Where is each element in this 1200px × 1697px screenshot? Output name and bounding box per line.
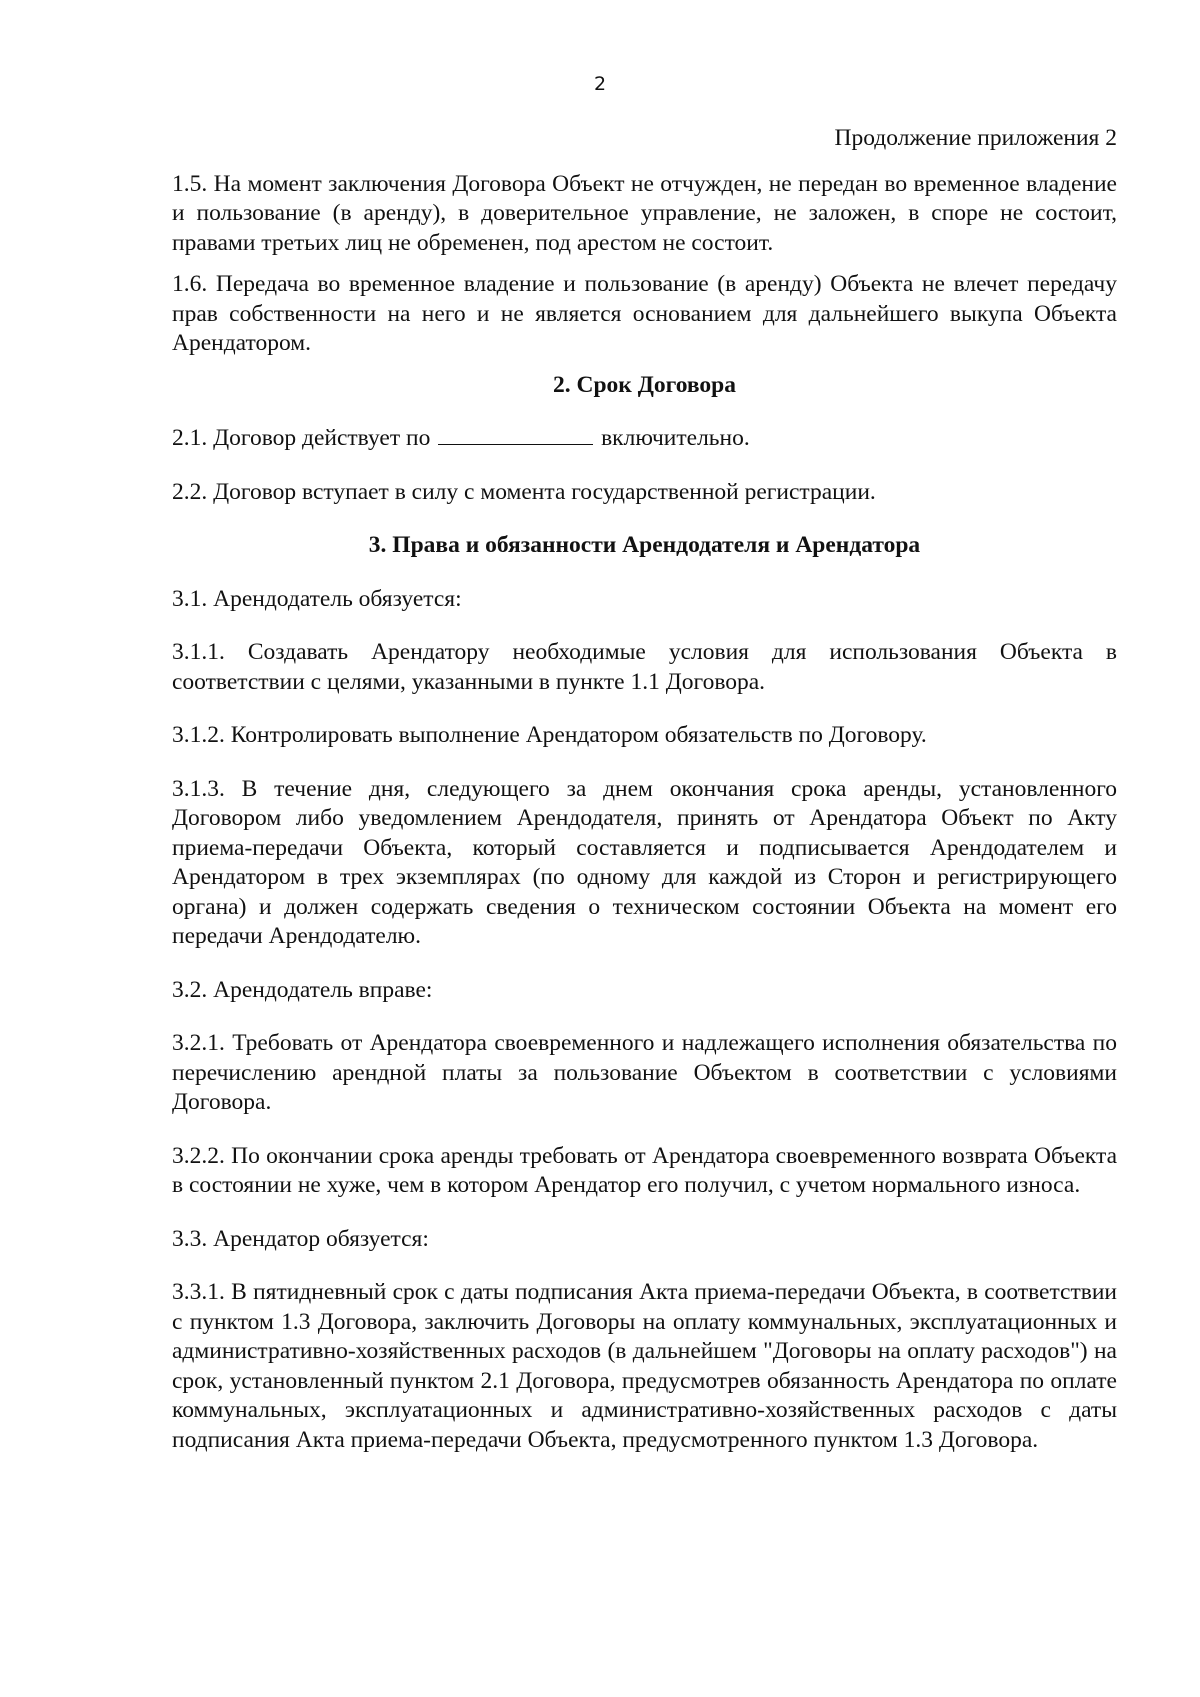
clause-3-3-1: 3.3.1. В пятидневный срок с даты подписания Акта приема-передачи Объекта, в соответствии с пунктом 1.3 Договора, заключить Договоры на оплату коммунальных, эксплуатационных и административно-хозяйственных расходов (в дальнейшем "Договоры на оплату расходов") на срок, установленный пунктом 2.1 Договора, предусмотрев обязанность Арендатора по оплате коммунальных, эксплуатационных и административно-хозяйственных расходов с даты подписания Акта приема-передачи Объекта, предусмотренного пунктом 1.3 Договора.	[172, 1279, 1117, 1453]
date-blank-line	[438, 424, 593, 445]
clause-2-1	[172, 424, 1117, 454]
clause-3-2-1: 3.2.1. Требовать от Арендатора своевременного и надлежащего исполнения обязательства по перечислению арендной платы за пользование Объектом в соответствии с условиями Договора.	[172, 1030, 1117, 1115]
section-3-heading: 3. Права и обязанности Арендодателя и Арендатора	[368, 532, 921, 558]
clause-3-2: 3.2. Арендодатель вправе:	[172, 976, 433, 1003]
clause-3-3: 3.3. Арендатор обязуется:	[172, 1225, 429, 1252]
clause-2-1-text-after: включительно.	[601, 425, 750, 451]
clause-3-1: 3.1. Арендодатель обязуется:	[172, 585, 462, 612]
page-number: 2	[593, 73, 607, 95]
clause-2-1-text-before: 2.1. Договор действует по	[172, 425, 431, 451]
clause-1-5: 1.5. На момент заключения Договора Объект не отчужден, не передан во временное владение и пользование (в аренду), в доверительное управление, не заложен, в споре не состоит, правами третьих лиц не обременен, под арестом не состоит.	[172, 170, 1117, 256]
section-2-heading: 2. Срок Договора	[553, 371, 736, 398]
clause-3-1-2: 3.1.2. Контролировать выполнение Арендатором обязательств по Договору.	[172, 722, 927, 748]
clause-3-1-3: 3.1.3. В течение дня, следующего за днем окончания срока аренды, установленного Договором либо уведомлением Арендодателя, принять от Арендатора Объект по Акту приема-передачи Объекта, который составляется и подписывается Арендодателем и Арендатором в трех экземплярах (по одному для каждой из Сторон и регистрирующего органа) и должен содержать сведения о техническом состоянии Объекта на момент его передачи Арендодателю.	[172, 775, 1117, 949]
clause-1-6: 1.6. Передача во временное владение и пользование (в аренду) Объекта не влечет передачу прав собственности на него и не является основанием для дальнейшего выкупа Объекта Арендатором.	[172, 271, 1117, 356]
appendix-continuation-label: Продолжение приложения 2	[834, 125, 1117, 151]
clause-2-2: 2.2. Договор вступает в силу с момента государственной регистрации.	[172, 478, 876, 505]
document-body	[172, 124, 1117, 1479]
clause-3-1-1: 3.1.1. Создавать Арендатору необходимые условия для использования Объекта в соответствии с целями, указанными в пункте 1.1 Договора.	[172, 639, 1117, 695]
clause-3-2-2: 3.2.2. По окончании срока аренды требовать от Арендатора своевременного возврата Объекта в состоянии не хуже, чем в котором Арендатор его получил, с учетом нормального износа.	[172, 1142, 1117, 1198]
